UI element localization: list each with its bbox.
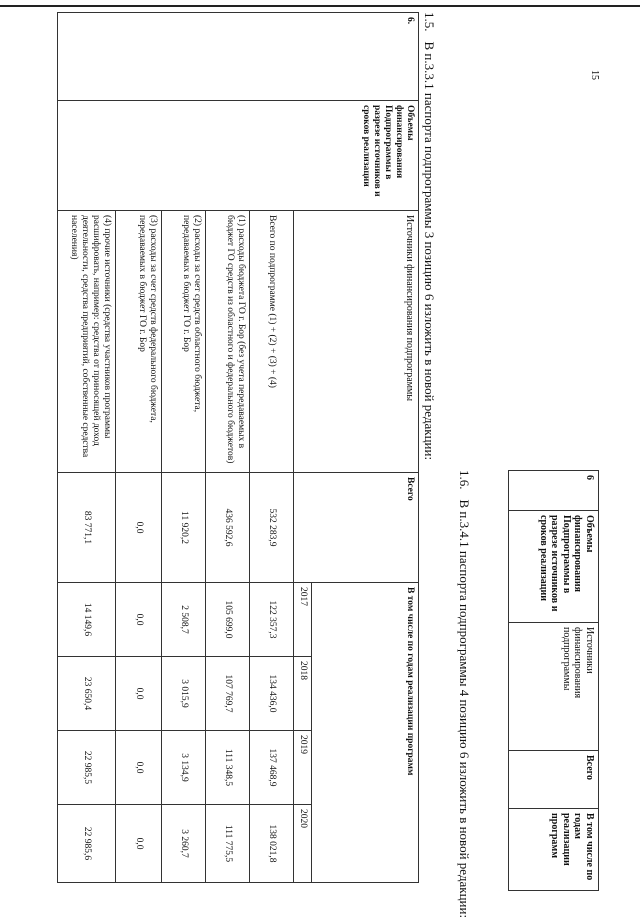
- year-cell: 2020: [294, 805, 312, 883]
- row-total: 83 771,1: [58, 473, 116, 583]
- section-text: В п.3.4.1 паспорта подпрограммы 4 позицию 6 изложить в новой редакции:: [457, 500, 472, 918]
- row-value: 0,0: [116, 583, 162, 657]
- row-value: 0,0: [116, 805, 162, 883]
- row-value: 14 149,6: [58, 583, 116, 657]
- section-1-6: [508, 470, 599, 900]
- section-text: В п.3.3.1 паспорта подпрограммы 3 позицию 6 изложить в новой редакции:: [422, 42, 437, 461]
- row-label: (2) расходы за счет средств областного бюджета, передаваемых в бюджет ГО г. Бор: [162, 211, 206, 473]
- row-total: 532 283,9: [250, 473, 294, 583]
- row-value: 3 260,7: [162, 805, 206, 883]
- row-label: Всего по подпрограмме (1) + (2) + (3) + (4): [250, 211, 294, 473]
- financing-table-subprogram-3: [57, 12, 419, 883]
- section-1-5-heading: [421, 12, 437, 892]
- row-value: 23 650,4: [58, 657, 116, 731]
- section-1-6-heading: [456, 470, 472, 890]
- years-header-cell: В том числе по годам реализации программ: [312, 583, 419, 883]
- page-number: 15: [589, 70, 600, 80]
- row-label: (3) расходы за счет средств федерального бюджета, передаваемых в бюджет ГО г. Бор: [116, 211, 162, 473]
- volume-header-cell: Объемы финансирования Подпрограммы в разрезе источников и сроков реализации: [509, 511, 599, 623]
- row-value: 134 436,0: [250, 657, 294, 731]
- row-value: 107 769,7: [206, 657, 250, 731]
- section-number: 1.6.: [457, 470, 472, 490]
- row-value: 22 985,5: [58, 731, 116, 805]
- row-number-cell: 6: [509, 471, 599, 511]
- row-value: 122 357,3: [250, 583, 294, 657]
- years-header-cell: В том числе по годам реализации программ: [509, 809, 599, 891]
- row-label: (4) прочие источники (средства участников программы расшифровать, например: средства от приносящей доход деятельности, средства предприятий, собственные средства населения): [58, 211, 116, 473]
- financing-table-subprogram-4: [508, 470, 599, 891]
- row-total: 0,0: [116, 473, 162, 583]
- row-value: 137 468,9: [250, 731, 294, 805]
- row-value: 105 699,0: [206, 583, 250, 657]
- total-header-cell: Всего: [509, 751, 599, 809]
- section-1-6-heading-wrap: [454, 470, 472, 890]
- row-total: 11 920,2: [162, 473, 206, 583]
- sources-header-cell: Источники финансирования подпрограммы: [509, 623, 599, 751]
- row-value: 3 134,9: [162, 731, 206, 805]
- row-value: 22 985,6: [58, 805, 116, 883]
- table-header-row: [509, 471, 599, 891]
- volume-header-cell: Объемы финансирования Подпрограммы в разрезе источников и сроков реализации: [58, 101, 419, 211]
- row-label: (1) расходы бюджета ГО г. Бор (без учета передаваемых в бюджет ГО средств из областного и федерального бюджетов): [206, 211, 250, 473]
- year-cell: 2018: [294, 657, 312, 731]
- row-value: 111 775,5: [206, 805, 250, 883]
- sources-header-cell: Источники финансирования подпрограммы: [294, 211, 419, 473]
- section-number: 1.5.: [422, 12, 437, 32]
- row-value: 0,0: [116, 731, 162, 805]
- row-total: 436 592,6: [206, 473, 250, 583]
- year-cell: 2019: [294, 731, 312, 805]
- row-value: 0,0: [116, 657, 162, 731]
- row-value: 3 015,9: [162, 657, 206, 731]
- table-header-row: [312, 13, 419, 883]
- year-cell: 2017: [294, 583, 312, 657]
- section-1-5: [57, 12, 437, 892]
- row-value: 2 508,7: [162, 583, 206, 657]
- row-number-cell: 6.: [58, 13, 419, 101]
- top-border-line: [0, 5, 640, 7]
- total-header-cell: Всего: [294, 473, 419, 583]
- row-value: 138 021,8: [250, 805, 294, 883]
- row-value: 111 348,5: [206, 731, 250, 805]
